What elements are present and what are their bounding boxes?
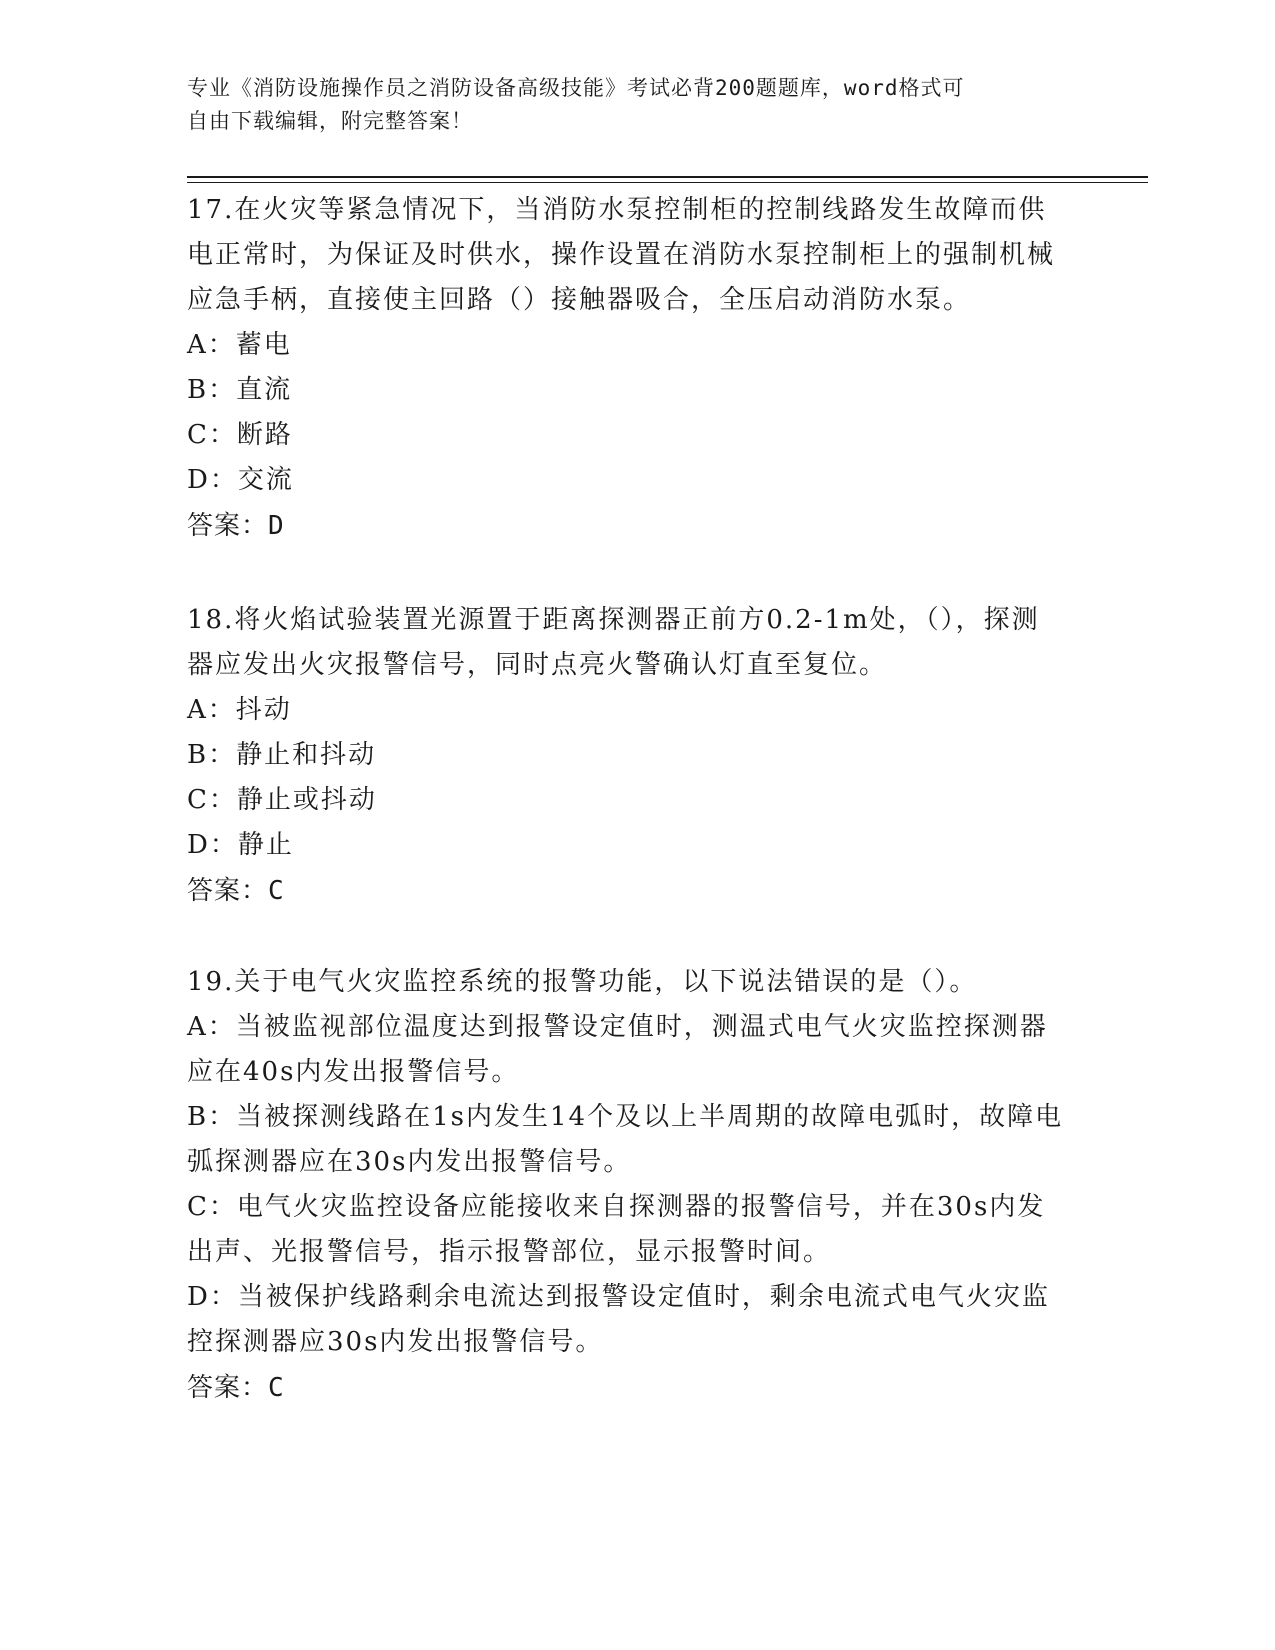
- question-18: [187, 598, 1067, 914]
- option-a: A：蓄电: [187, 330, 292, 360]
- option-a: A：当被监视部位温度达到报警设定值时，测温式电气火灾监控探测器应在40s内发出报警信号。: [187, 1012, 1048, 1087]
- question-stem: 17.在火灾等紧急情况下，当消防水泵控制柜的控制线路发生故障而供电正常时，为保证及时供水，操作设置在消防水泵控制柜上的强制机械应急手柄，直接使主回路（）接触器吸合，全压启动消防水泵。: [187, 195, 1056, 315]
- answer-line: [187, 1365, 1067, 1411]
- header-divider-thin: [187, 182, 1148, 183]
- option-d: D：当被保护线路剩余电流达到报警设定值时，剩余电流式电气火灾监控探测器应30s内发出报警信号。: [187, 1282, 1050, 1357]
- option-d: D：静止: [187, 830, 294, 860]
- option-c: C：断路: [187, 420, 293, 450]
- question-19: [187, 960, 1067, 1411]
- answer-value: C: [268, 876, 285, 906]
- option-c: C：静止或抖动: [187, 785, 377, 815]
- question-stem: 19.关于电气火灾监控系统的报警功能，以下说法错误的是（）。: [187, 967, 978, 997]
- answer-value: C: [268, 1373, 285, 1403]
- answer-label: 答案：: [187, 1373, 269, 1403]
- answer-value: D: [268, 511, 285, 541]
- answer-label: 答案：: [187, 876, 269, 906]
- option-b: B：静止和抖动: [187, 740, 377, 770]
- header-line-2: 自由下载编辑，附完整答案！: [187, 109, 473, 133]
- document-header: [187, 72, 1067, 138]
- option-b: B：当被探测线路在1s内发生14个及以上半周期的故障电弧时，故障电弧探测器应在30s内发出报警信号。: [187, 1102, 1064, 1177]
- option-b: B：直流: [187, 375, 293, 405]
- option-d: D：交流: [187, 465, 294, 495]
- answer-line: [187, 503, 1067, 549]
- question-17: [187, 188, 1067, 549]
- option-a: A：抖动: [187, 695, 292, 725]
- question-stem: 18.将火焰试验装置光源置于距离探测器正前方0.2-1m处，（），探测器应发出火灾报警信号，同时点亮火警确认灯直至复位。: [187, 605, 1040, 680]
- header-line-1: 专业《消防设施操作员之消防设备高级技能》考试必背200题题库，word格式可: [187, 76, 965, 100]
- answer-label: 答案：: [187, 511, 269, 541]
- option-c: C：电气火灾监控设备应能接收来自探测器的报警信号，并在30s内发出声、光报警信号，指示报警部位，显示报警时间。: [187, 1192, 1046, 1267]
- answer-line: [187, 868, 1067, 914]
- header-divider-thick: [187, 176, 1148, 178]
